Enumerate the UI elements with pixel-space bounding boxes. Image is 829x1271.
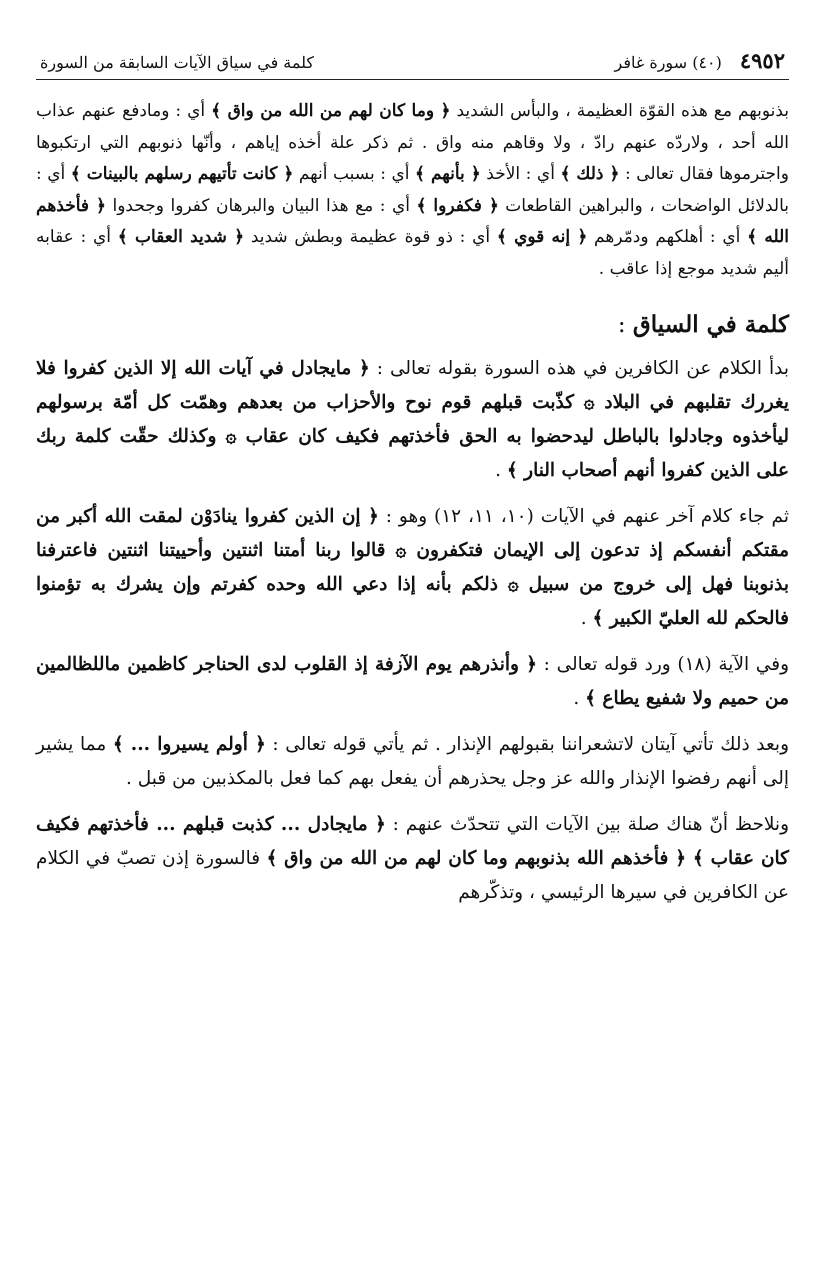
quran-quote: ﴿ وما كان لهم من الله من واق ﴾: [211, 101, 451, 121]
commentary-text: فالسورة إذن تصبّ في الكلام عن الكافرين في سيرها الرئيسي ، وتذكّرهم: [36, 848, 789, 903]
quran-quote: ﴿ بأنهم ﴾: [415, 164, 481, 184]
commentary-text: بدأ الكلام عن الكافرين في هذه السورة بقوله تعالى :: [369, 358, 789, 379]
section-heading-colon: :: [617, 312, 633, 338]
section-heading: [36, 311, 789, 338]
section-running-title: كلمة في سياق الآيات السابقة من السورة: [40, 53, 315, 72]
commentary-text: أي : الأخذ: [480, 164, 561, 184]
commentary-text: ونلاحظ أنّ هناك صلة بين الآيات التي تتحدّث عنهم :: [385, 814, 789, 835]
quran-quote: ﴿ وأنذرهم يوم الآزفة إذ القلوب لدى الحناجر كاظمين ماللظالمين من حميم ولا شفيع يطاع ﴾: [36, 654, 789, 709]
context-paragraph-4: [36, 728, 789, 796]
quran-quote: ﴿ إن الذين كفروا ينادَوْن لمقت الله أكبر من مقتكم أنفسكم إذ تدعون إلى الإيمان فتكفرون ۞ قالوا ربنا أمتنا اثنتين وأحييتنا اثنتين فاعترفنا بذنوبنا فهل إلى خروج من سبيل ۞ ذلكم بأنه إذا دعي الله وحده كفرتم وإن يشرك به تؤمنوا فالحكم لله العليّ الكبير ﴾: [36, 506, 789, 629]
commentary-text: .: [573, 688, 586, 709]
quran-quote: ﴿ كانت تأتيهم رسلهم بالبينات ﴾: [70, 164, 294, 184]
commentary-text: أي : ذو قوة عظيمة وبطش شديد: [244, 227, 497, 247]
commentary-text: أي : مع هذا البيان والبرهان كفروا وجحدوا: [105, 195, 417, 216]
commentary-text: أي : بسبب أنهم: [293, 164, 415, 184]
surah-name: (٤٠) سورة غافر: [614, 53, 722, 72]
quran-quote: ﴿ مايجادل ... كذبت قبلهم ... فأخذتهم فكيف كان عقاب ﴾ ﴿ فأخذهم الله بذنوبهم وما كان لهم من الله من واق ﴾: [36, 814, 789, 869]
commentary-text: وفي الآية (١٨) ورد قوله تعالى :: [537, 654, 790, 675]
section-heading-text: كلمة في السياق: [632, 311, 789, 338]
commentary-text: بذنوبهم مع هذه القوّة العظيمة ، والبأس الشديد: [450, 101, 789, 121]
commentary-text: .: [580, 608, 593, 629]
commentary-text: أي : بالدلائل الواضحات ، والبراهين القاطعات: [36, 164, 789, 216]
commentary-text: أي : عقابه أليم شديد موجع إذا عاقب .: [36, 227, 789, 279]
quran-quote: ﴿ مايجادل في آيات الله إلا الذين كفروا فلا يغررك تقلبهم في البلاد ۞ كذّبت قبلهم قوم نوح والأحزاب من بعدهم وهمّت كل أمّة برسولهم ليأخذوه وجادلوا بالباطل ليدحضوا به الحق فأخذتهم فكيف كان عقاب ۞ وكذلك حقّت كلمة ربك على الذين كفروا أنهم أصحاب النار ﴾: [36, 358, 789, 481]
page-number: ٤٩٥٢: [739, 48, 785, 73]
header-right-group: [615, 48, 785, 73]
commentary-text: مما يشير إلى أنهم رفضوا الإنذار والله عز وجل يحذرهم أن يفعل بهم كما فعل بالمكذبين من قبل .: [36, 734, 789, 789]
quran-quote: ﴿ شديد العقاب ﴾: [117, 227, 245, 247]
commentary-text: ثم جاء كلام آخر عنهم في الآيات (١٠، ١١، ١٢) وهو :: [378, 506, 790, 527]
quran-quote: ﴿ أولم يسيروا ... ﴾: [112, 734, 266, 755]
running-header: [36, 48, 789, 80]
commentary-text: أي : ومادفع عنهم عذاب الله أحد ، ولاردّه عنهم رادّ ، ولا وقاهم منه واق . ثم ذكر علة أخذه إياهم ، وأنّها ذنوبهم التي ارتكبوها واجترموها فقال تعالى :: [36, 101, 789, 184]
context-paragraph-1: [36, 352, 789, 488]
context-paragraph-5: [36, 808, 789, 910]
quran-quote: ﴿ ذلك ﴾: [560, 164, 620, 184]
quran-quote: ﴿ إنه قوي ﴾: [496, 227, 588, 247]
commentary-text: وبعد ذلك تأتي آيتان لاتشعراننا بقبولهم الإنذار . ثم يأتي قوله تعالى :: [265, 734, 789, 755]
quran-quote: ﴿ فكفروا ﴾: [416, 195, 499, 216]
context-paragraph-3: [36, 648, 789, 716]
tafsir-paragraph: [36, 96, 789, 285]
quran-quote: ﴿ فأخذهم الله ﴾: [36, 195, 789, 247]
commentary-text: .: [495, 460, 507, 481]
context-paragraph-2: [36, 500, 789, 636]
commentary-text: أي : أهلكهم ودمّرهم: [587, 227, 748, 247]
